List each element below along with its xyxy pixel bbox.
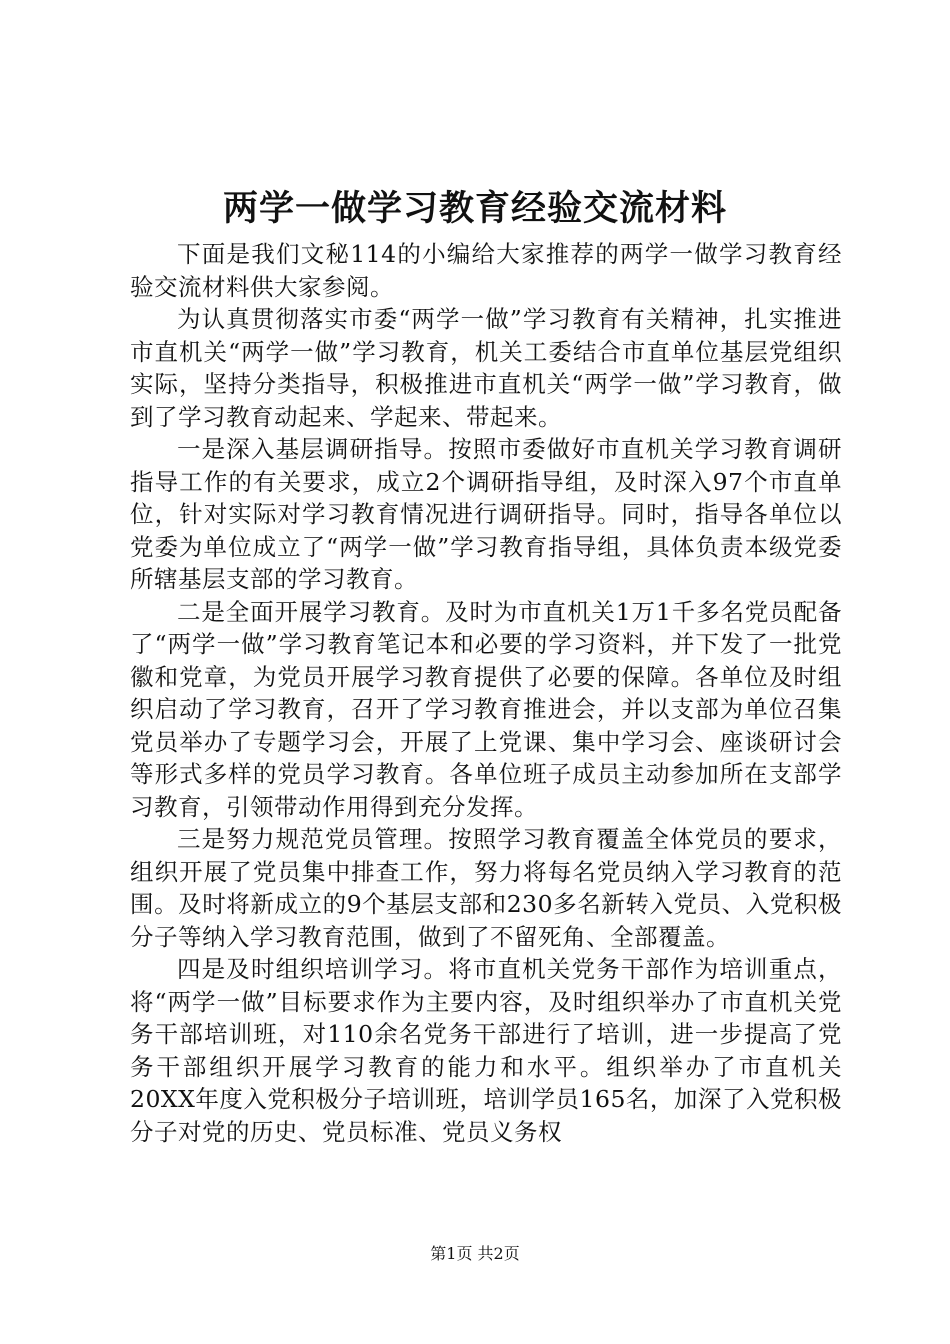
- paragraph-point-one: 一是深入基层调研指导。按照市委做好市直机关学习教育调研指导工作的有关要求，成立2个调研指导组，及时深入97个市直单位，针对实际对学习教育情况进行调研指导。同时，指导各单位以党委为单位成立了“两学一做”学习教育指导组，具体负责本级党委所辖基层支部的学习教育。: [130, 435, 842, 593]
- paragraph-overview: 为认真贯彻落实市委“两学一做”学习教育有关精神，扎实推进市直机关“两学一做”学习教育，机关工委结合市直单位基层党组织实际，坚持分类指导，积极推进市直机关“两学一做”学习教育，做到了学习教育动起来、学起来、带起来。: [130, 305, 842, 431]
- paragraph-intro: 下面是我们文秘114的小编给大家推荐的两学一做学习教育经验交流材料供大家参阅。: [130, 240, 842, 301]
- document-title: 两学一做学习教育经验交流材料: [222, 188, 727, 229]
- document-body: [130, 238, 842, 1148]
- paragraph-point-two: 二是全面开展学习教育。及时为市直机关1万1千多名党员配备了“两学一做”学习教育笔记本和必要的学习资料，并下发了一批党徽和党章，为党员开展学习教育提供了必要的保障。各单位及时组织启动了学习教育，召开了学习教育推进会，并以支部为单位召集党员举办了专题学习会，开展了上党课、集中学习会、座谈研讨会等形式多样的党员学习教育。各单位班子成员主动参加所在支部学习教育，引领带动作用得到充分发挥。: [130, 597, 842, 821]
- paragraph-point-four: 四是及时组织培训学习。将市直机关党务干部作为培训重点，将“两学一做”目标要求作为主要内容，及时组织举办了市直机关党务干部培训班，对110余名党务干部进行了培训，进一步提高了党务干部组织开展学习教育的能力和水平。组织举办了市直机关20XX年度入党积极分子培训班，培训学员165名，加深了入党积极分子对党的历史、党员标准、党员义务权: [130, 955, 842, 1146]
- paragraph-point-three: 三是努力规范党员管理。按照学习教育覆盖全体党员的要求，组织开展了党员集中排查工作，努力将每名党员纳入学习教育的范围。及时将新成立的9个基层支部和230多名新转入党员、入党积极分子等纳入学习教育范围，做到了不留死角、全部覆盖。: [130, 825, 842, 951]
- page-footer: 第1页 共2页: [430, 1244, 520, 1263]
